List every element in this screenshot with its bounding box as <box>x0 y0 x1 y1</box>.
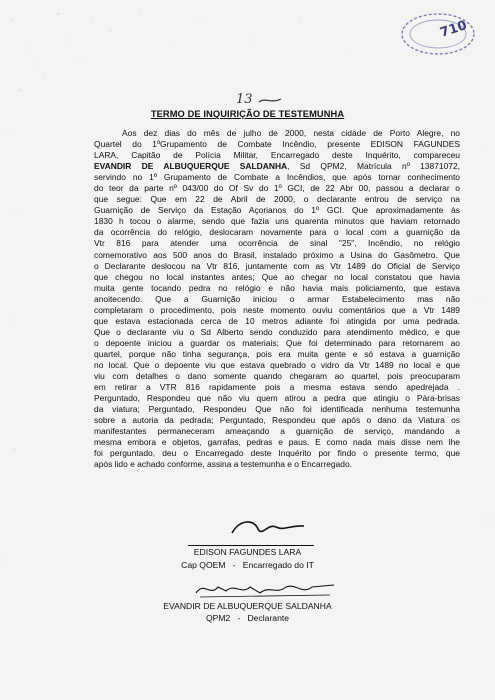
body-line: da ocorrência do relógio, deslocaram novamente para o local com a guarnição da <box>94 227 460 238</box>
body-line: quartel, porque não tinha segurança, pois era muita gente e só estava a guarnição <box>94 348 460 359</box>
body-line: 1830 h tocou o alarme, sendo que fazia uns quarenta minutos que haviam retornado <box>94 216 460 227</box>
body-line: mesma embora e objetos, garrafas, pedras e paus. E como nada mais disse nem lhe <box>94 437 460 448</box>
signatory-1-name: EDISON FAGUNDES LARA <box>193 547 302 557</box>
body-line: o Declarante deslocou na Vtr 816, juntamente com as Vtr 1489 do Oficial de Serviço <box>94 260 460 271</box>
body-line: Que o declarante viu o Sd Alberto sendo conduzido para atendimento médico, e que <box>94 326 460 337</box>
body-line: que segue: Que em 22 de Abril de 2000, o declarante entrou de serviço na <box>94 194 460 205</box>
body-line: completaram o procedimento, pois neste momento ouviu comentários que a Vtr 1489 <box>94 304 460 315</box>
declarant-name: EVANDIR DE ALBUQUERQUE SALDANHA <box>94 161 288 172</box>
body-line: comemorativo aos 500 anos do Brasil, instalado próximo a Usina do Gasômetro. Que <box>94 249 460 260</box>
body-line: manifestantes permaneceram ameaçando a guarnição de serviço, mandando a <box>94 426 460 437</box>
signature-lara <box>228 513 308 543</box>
body-line: no local. Que o depoente viu que estava quebrado o vidro da Vtr 1489 no local e que <box>94 359 460 370</box>
body-line: muita gente tocando pedra no relógio e não havia mais policiamento, que estava <box>94 282 460 293</box>
stamp-number: 710 <box>438 18 469 41</box>
signatory-2-name: EVANDIR DE ALBUQUERQUE SALDANHA <box>163 601 332 611</box>
protocol-stamp <box>398 10 478 58</box>
body-line: o depoente iniciou a guardar os materiais; Que foi determinado para retornarem ao <box>94 337 460 348</box>
folio-number <box>236 92 283 107</box>
body-line: após lido e achado conforme, assina a testemunha e o Encarregado. <box>94 459 352 470</box>
body-line: servindo no 1º Grupamento de Combate a Incêndios, que após tornar conhecimento <box>94 172 460 183</box>
body-line: sobre a autoria da pedrada; Perguntado, Respondeu que após o dano da Viatura os <box>94 415 460 426</box>
body-line: Vtr 816 para atender uma ocorrência de sinal "25", Incêndio, no relógio <box>94 238 460 249</box>
body-line: LARA, Capitão de Polícia Militar, Encarregado deste Inquérito, compareceu <box>94 150 460 161</box>
signature-saldanha <box>190 575 340 601</box>
body-line: em retirar a VTR 816 rapidamente pois a mesma estava sendo apedrejada . <box>94 382 460 393</box>
document-body <box>94 128 460 470</box>
body-line: Perguntado, Respondeu que não viu quem atirou a pedra que atingiu o Pára-brisas <box>94 393 460 404</box>
folio-flourish <box>257 95 283 105</box>
body-line: Quartel do 1ºGrupamento de Combate Incêndio, presente EDISON FAGUNDES <box>94 139 460 150</box>
signatory-2-role: QPM2 - Declarante <box>205 613 290 623</box>
body-line: EVANDIR DE ALBUQUERQUE SALDANHA, Sd QPM2, Matrícula nº 13871072, <box>94 161 460 172</box>
document-title: TERMO DE INQUIRIÇÃO DE TESTEMUNHA <box>150 109 345 119</box>
body-line: Aos dez dias do mês de julho de 2000, nesta cidade de Porto Alegre, no <box>122 128 460 138</box>
signature-line-1 <box>188 545 314 546</box>
body-line: viu com detalhes o dano somente quando chegaram ao quartel, pois preocuparam <box>94 371 460 382</box>
body-line: anoitecendo. Que a Guarnição iniciou o armar Estabelecimento mas não <box>94 293 460 304</box>
body-line: que chegou no local instantes antes; Que ao chegar no local constatou que havia <box>94 271 460 282</box>
body-line: Guarnição de Serviço da Estação Açorianos do 1º GCI. Que aproximadamente às <box>94 205 460 216</box>
body-line: que estava estacionada cerca de 10 metros adiante foi atingida por uma pedrada. <box>94 315 460 326</box>
body-line: foi perguntado, deu o Encarregado deste Inquérito por findo o presente termo, que <box>94 448 460 459</box>
body-line: da viatura; Perguntado, Respondeu Que não foi identificada nenhuma testemunha <box>94 404 460 415</box>
signatory-1-role: Cap QOEM - Encarregado do IT <box>181 560 314 570</box>
folio-text: 13 <box>236 92 253 107</box>
body-line: do teor da parte nº 043/00 do Of Sv do 1º GCI, de 22 Abr 00, passou a declarar o <box>94 183 460 194</box>
